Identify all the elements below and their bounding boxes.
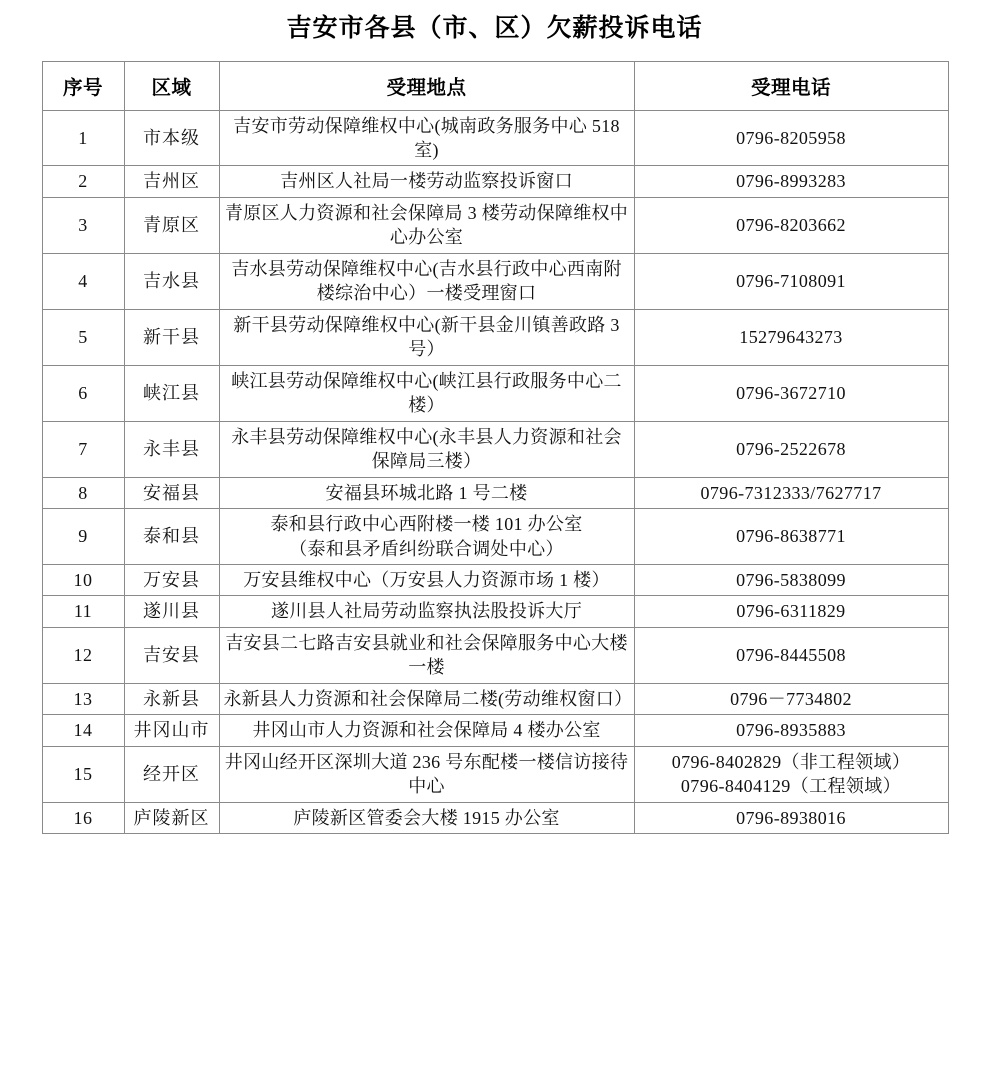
cell-index: 13 <box>42 683 124 714</box>
cell-index: 3 <box>42 197 124 253</box>
column-header-phone: 受理电话 <box>634 61 948 110</box>
cell-index: 2 <box>42 166 124 197</box>
cell-region: 安福县 <box>124 477 219 508</box>
table-row <box>42 309 948 365</box>
table-row <box>42 253 948 309</box>
table-row <box>42 365 948 421</box>
table-row <box>42 197 948 253</box>
table-row <box>42 715 948 746</box>
cell-place: 永新县人力资源和社会保障局二楼(劳动维权窗口） <box>219 683 634 714</box>
cell-index: 6 <box>42 365 124 421</box>
cell-phone: 0796-8938016 <box>634 802 948 833</box>
cell-phone: 0796-8935883 <box>634 715 948 746</box>
cell-index: 8 <box>42 477 124 508</box>
column-header-place: 受理地点 <box>219 61 634 110</box>
column-header-region: 区域 <box>124 61 219 110</box>
table-row <box>42 746 948 802</box>
cell-region: 经开区 <box>124 746 219 802</box>
cell-region: 泰和县 <box>124 509 219 565</box>
table-container <box>42 48 948 835</box>
cell-phone: 0796-7312333/7627717 <box>634 477 948 508</box>
cell-place: 峡江县劳动保障维权中心(峡江县行政服务中心二楼） <box>219 365 634 421</box>
page-title: 吉安市各县（市、区）欠薪投诉电话 <box>286 15 703 42</box>
cell-place-line: （泰和县矛盾纠纷联合调处中心） <box>289 538 564 559</box>
cell-index: 5 <box>42 309 124 365</box>
cell-index: 7 <box>42 421 124 477</box>
cell-index: 15 <box>42 746 124 802</box>
cell-place: 青原区人力资源和社会保障局 3 楼劳动保障维权中心办公室 <box>219 197 634 253</box>
cell-phone: 15279643273 <box>634 309 948 365</box>
cell-region: 吉安县 <box>124 627 219 683</box>
cell-phone <box>634 746 948 802</box>
cell-region: 吉州区 <box>124 166 219 197</box>
contact-table <box>42 61 949 835</box>
table-row <box>42 110 948 166</box>
cell-phone: 0796-6311829 <box>634 596 948 627</box>
table-row <box>42 802 948 833</box>
table-body <box>42 110 948 834</box>
table-row <box>42 477 948 508</box>
table-row <box>42 683 948 714</box>
cell-region: 吉水县 <box>124 253 219 309</box>
table-row <box>42 509 948 565</box>
cell-place-line: 泰和县行政中心西附楼一楼 101 办公室 <box>270 514 583 535</box>
cell-phone: 0796-8203662 <box>634 197 948 253</box>
cell-phone: 0796-3672710 <box>634 365 948 421</box>
cell-region: 庐陵新区 <box>124 802 219 833</box>
table-row <box>42 627 948 683</box>
cell-phone: 0796-8205958 <box>634 110 948 166</box>
cell-phone-line: 0796-8402829（非工程领域） <box>671 751 911 772</box>
cell-place: 庐陵新区管委会大楼 1915 办公室 <box>219 802 634 833</box>
cell-index: 12 <box>42 627 124 683</box>
cell-place: 吉安县二七路吉安县就业和社会保障服务中心大楼一楼 <box>219 627 634 683</box>
cell-place: 新干县劳动保障维权中心(新干县金川镇善政路 3 号） <box>219 309 634 365</box>
cell-place: 井冈山市人力资源和社会保障局 4 楼办公室 <box>219 715 634 746</box>
cell-index: 11 <box>42 596 124 627</box>
cell-place: 吉安市劳动保障维权中心(城南政务服务中心 518 室) <box>219 110 634 166</box>
cell-place: 永丰县劳动保障维权中心(永丰县人力资源和社会保障局三楼） <box>219 421 634 477</box>
table-row <box>42 565 948 596</box>
cell-place: 吉州区人社局一楼劳动监察投诉窗口 <box>219 166 634 197</box>
cell-place: 安福县环城北路 1 号二楼 <box>219 477 634 508</box>
cell-region: 峡江县 <box>124 365 219 421</box>
table-header <box>42 61 948 110</box>
table-row <box>42 166 948 197</box>
cell-region: 井冈山市 <box>124 715 219 746</box>
cell-place: 遂川县人社局劳动监察执法股投诉大厅 <box>219 596 634 627</box>
cell-phone: 0796-8638771 <box>634 509 948 565</box>
cell-index: 16 <box>42 802 124 833</box>
cell-phone: 0796-8445508 <box>634 627 948 683</box>
cell-phone: 0796-2522678 <box>634 421 948 477</box>
cell-region: 新干县 <box>124 309 219 365</box>
table-row <box>42 596 948 627</box>
cell-region: 万安县 <box>124 565 219 596</box>
cell-phone: 0796-8993283 <box>634 166 948 197</box>
cell-index: 4 <box>42 253 124 309</box>
header-row <box>42 61 948 110</box>
cell-place: 井冈山经开区深圳大道 236 号东配楼一楼信访接待中心 <box>219 746 634 802</box>
cell-index: 9 <box>42 509 124 565</box>
cell-index: 1 <box>42 110 124 166</box>
cell-place: 吉水县劳动保障维权中心(吉水县行政中心西南附楼综治中心）一楼受理窗口 <box>219 253 634 309</box>
table-row <box>42 421 948 477</box>
cell-region: 遂川县 <box>124 596 219 627</box>
cell-phone: 0796-7108091 <box>634 253 948 309</box>
cell-region: 青原区 <box>124 197 219 253</box>
column-header-index: 序号 <box>42 61 124 110</box>
cell-region: 永丰县 <box>124 421 219 477</box>
cell-phone-line: 0796-8404129（工程领域） <box>680 776 902 797</box>
cell-index: 14 <box>42 715 124 746</box>
cell-phone: 0796-5838099 <box>634 565 948 596</box>
cell-place <box>219 509 634 565</box>
cell-region: 市本级 <box>124 110 219 166</box>
cell-index: 10 <box>42 565 124 596</box>
cell-phone: 0796－7734802 <box>634 683 948 714</box>
cell-region: 永新县 <box>124 683 219 714</box>
cell-place: 万安县维权中心（万安县人力资源市场 1 楼） <box>219 565 634 596</box>
